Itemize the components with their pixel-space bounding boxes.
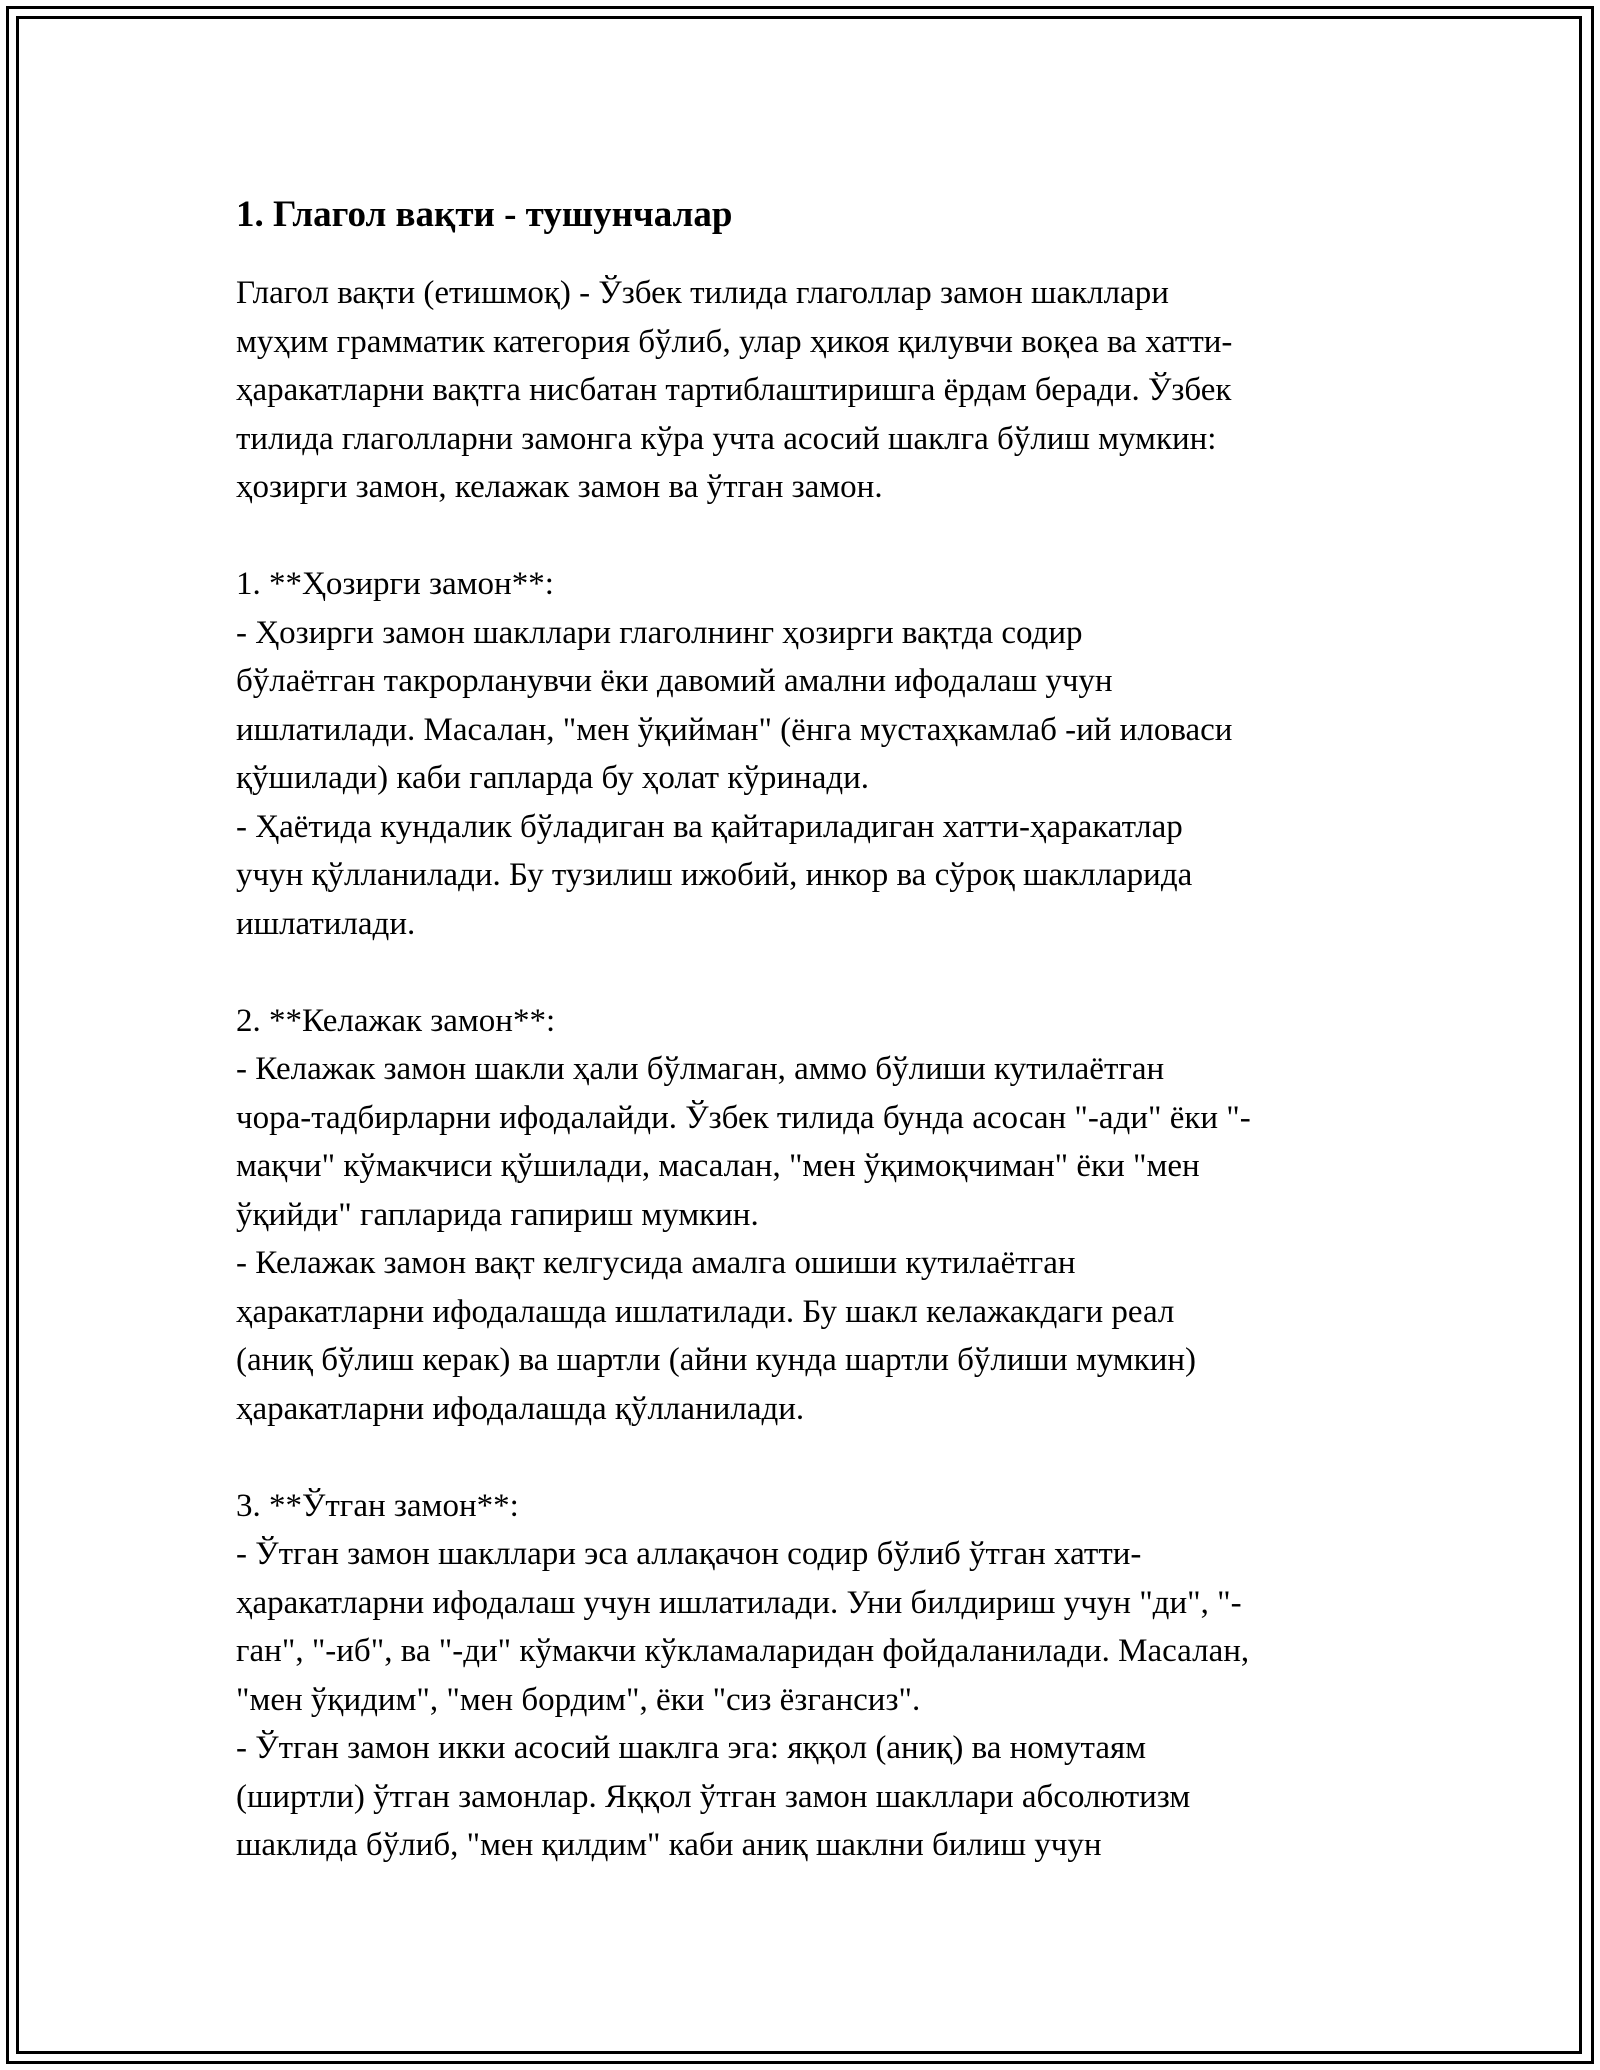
document-body: [236, 188, 1386, 1870]
section-heading: 2. **Келажак замон**:: [236, 1002, 556, 1039]
section-past-tense: [236, 1482, 1386, 1870]
intro-paragraph: Глагол вақти (етишмоқ) - Ўзбек тилида глаголлар замон шакллари муҳим грамматик категория бўлиб, улар ҳикоя қилувчи воқеа ва хатти- ҳаракатларни вақтга нисбатан тартиблаштиришга ёрдам беради. Ўзбек тилида глаголларни замонга кўра учта асосий шаклга бўлиш мумкин: ҳозирги замон, келажак замон ва ўтган замон.: [236, 275, 1233, 505]
section-body: - Ҳозирги замон шакллари глаголнинг ҳозирги вақтда содир бўлаётган такрорланувчи ёки давомий амални ифодалаш учун ишлатилади. Масалан, "мен ўқийман" (ёнга мустаҳкамлаб -ий иловаси қўшилади) каби гапларда бу ҳолат кўринади. - Ҳаётида кундалик бўладиган ва қайтариладиган хатти-ҳаракатлар учун қўлланилади. Бу тузилиш ижобий, инкор ва сўроқ шаклларида ишлатилади.: [236, 614, 1233, 942]
section-body: - Келажак замон шакли ҳали бўлмаган, аммо бўлиши кутилаётган чора-тадбирларни ифодалайди. Ўзбек тилида бунда асосан "-ади" ёки "- мақчи" кўмакчиси қўшилади, масалан, "мен ўқимоқчиман" ёки "мен ўқийди" гапларида гапириш мумкин. - Келажак замон вақт келгусида амалга ошиши кутилаётган ҳаракатларни ифодалашда ишлатилади. Бу шакл келажакдаги реал (аниқ бўлиш керак) ва шартли (айни кунда шартли бўлиши мумкин) ҳаракатларни ифодалашда қўлланилади.: [236, 1051, 1251, 1427]
section-present-tense: [236, 560, 1386, 948]
section-heading: 1. **Ҳозирги замон**:: [236, 566, 554, 602]
document-title: 1. Глагол вақти - тушунчалар: [236, 194, 733, 235]
section-future-tense: [236, 997, 1386, 1434]
section-body: - Ўтган замон шакллари эса аллақачон содир бўлиб ўтган хатти- ҳаракатларни ифодалаш учун ишлатилади. Уни билдириш учун "ди", "- ган", "-иб", ва "-ди" кўмакчи кўкламаларидан фойдаланилади. Масалан, "мен ўқидим", "мен бордим", ёки "сиз ёзгансиз". - Ўтган замон икки асосий шаклга эга: яққол (аниқ) ва номутаям (ширтли) ўтган замонлар. Яққол ўтган замон шакллари абсолютизм шаклида бўлиб, "мен қилдим" каби аниқ шаклни билиш учун: [236, 1536, 1250, 1863]
section-heading: 3. **Ўтган замон**:: [236, 1487, 519, 1524]
